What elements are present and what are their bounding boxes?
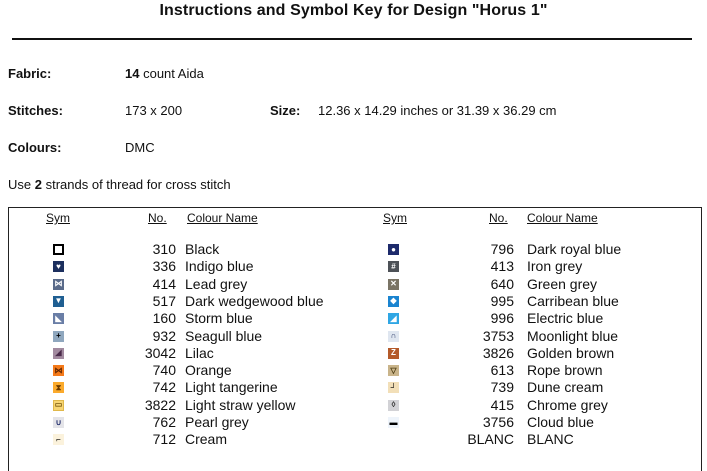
title-divider: [12, 38, 692, 40]
fabric-value: [125, 66, 204, 81]
dmc-number: 413: [490, 258, 514, 275]
diamond-icon: ◆: [388, 296, 399, 307]
colour-name: Golden brown: [527, 344, 615, 361]
hash-icon: #: [388, 261, 399, 272]
corner-icon: ┘: [388, 382, 399, 393]
colour-name: Dark royal blue: [527, 241, 622, 257]
key-row-right: [9, 293, 701, 310]
strands-prefix: Use: [8, 177, 32, 192]
hourglass-icon: ⧗: [53, 382, 64, 393]
colours-label: Colours:: [8, 140, 62, 155]
dmc-number: 796: [490, 241, 514, 257]
dmc-number: 310: [152, 241, 176, 257]
dmc-number: 740: [152, 362, 176, 379]
colour-name: Dark wedgewood blue: [185, 292, 324, 309]
cup-icon: ∪: [53, 417, 64, 428]
bowtie-icon: ⋈: [54, 365, 63, 375]
plus-icon: +: [53, 331, 64, 342]
colour-name: Cloud blue: [527, 414, 594, 430]
triangle-outline-icon: ▽: [388, 365, 399, 376]
triangle-corner-icon: ◢: [388, 313, 399, 324]
colour-name: Storm blue: [185, 310, 253, 327]
key-row-right: [9, 397, 701, 414]
key-row-right: [9, 276, 701, 293]
fabric-type: count Aida: [143, 66, 204, 81]
dmc-number: 3826: [482, 344, 514, 361]
dmc-number: 3042: [144, 344, 176, 361]
colour-name: Dune cream: [527, 379, 604, 396]
lozenge-icon: ◊: [388, 400, 399, 411]
header-name-right: Colour Name: [527, 211, 598, 225]
strands-suffix: strands of thread for cross stitch: [45, 177, 231, 192]
rectangle-icon: ▭: [54, 400, 63, 410]
header-name-left: Colour Name: [187, 211, 258, 225]
colour-name: Iron grey: [527, 258, 583, 275]
dmc-number: 932: [152, 327, 176, 344]
cross-icon: ✕: [388, 279, 399, 290]
dmc-number: 996: [490, 310, 514, 327]
corner-triangle-icon: ◣: [53, 313, 64, 324]
colour-name: Pearl grey: [185, 414, 249, 430]
corner-bracket-icon: ⌐: [53, 434, 64, 445]
dmc-number: 995: [490, 292, 514, 309]
strands-instruction: [8, 177, 231, 192]
colour-name: Light tangerine: [185, 379, 278, 396]
key-row-right: [9, 345, 701, 362]
size-value: 12.36 x 14.29 inches or 31.39 x 36.29 cm: [318, 103, 557, 118]
dmc-number: 762: [152, 414, 176, 430]
header-sym-left: Sym: [46, 211, 70, 225]
page-title: Instructions and Symbol Key for Design "Horus 1": [159, 2, 548, 19]
key-row-right: [9, 241, 701, 258]
colour-name: Orange: [185, 362, 232, 379]
colour-name: Electric blue: [527, 310, 604, 327]
stitches-value: 173 x 200: [125, 103, 183, 118]
dmc-number: 712: [152, 431, 176, 448]
dmc-number: 415: [490, 396, 514, 413]
circle-icon: ●: [388, 244, 399, 255]
key-row-right: [9, 328, 701, 345]
dmc-number: 742: [152, 379, 176, 396]
bowtie-icon: ⋈: [54, 279, 63, 289]
fabric-count: 14: [125, 66, 140, 81]
colour-name: Cream: [185, 431, 228, 448]
dmc-number: 336: [152, 258, 176, 275]
colour-name: Indigo blue: [185, 258, 254, 275]
colour-name: Seagull blue: [185, 327, 263, 344]
header-no-left: No.: [148, 211, 167, 225]
blank-icon: [388, 434, 399, 445]
heart-icon: ♥: [53, 261, 64, 272]
arch-icon: ∩: [388, 331, 399, 342]
symbol-key-table: [8, 207, 702, 471]
colour-name: BLANC: [527, 431, 574, 448]
key-row-right: [9, 379, 701, 396]
key-row-right: [9, 362, 701, 379]
dmc-number: 640: [490, 275, 514, 292]
dmc-number: BLANC: [467, 431, 514, 448]
bar-icon: ▬: [389, 417, 398, 427]
header-sym-right: Sym: [383, 211, 407, 225]
key-row-right: [9, 258, 701, 275]
colour-name: Lilac: [185, 344, 214, 361]
z-icon: Z: [388, 348, 399, 359]
dmc-number: 414: [152, 275, 176, 292]
colour-name: Moonlight blue: [527, 327, 619, 344]
colour-name: Green grey: [527, 275, 598, 292]
colours-value: DMC: [125, 140, 155, 155]
colour-name: Rope brown: [527, 362, 603, 379]
size-label: Size:: [270, 103, 301, 118]
header-no-right: No.: [489, 211, 508, 225]
colour-name: Light straw yellow: [185, 396, 296, 413]
dmc-number: 160: [152, 310, 176, 327]
dmc-number: 739: [490, 379, 514, 396]
stitches-label: Stitches:: [8, 103, 63, 118]
key-row-right: [9, 310, 701, 327]
strands-count: 2: [34, 177, 42, 192]
key-row-right: [9, 431, 701, 448]
dmc-number: 517: [152, 292, 176, 309]
colour-name: Chrome grey: [527, 396, 608, 413]
colour-name: Lead grey: [185, 275, 248, 292]
colour-name: Black: [185, 241, 220, 257]
dmc-number: 3756: [482, 414, 514, 430]
dmc-number: 3822: [144, 396, 176, 413]
fabric-label: Fabric:: [8, 66, 52, 81]
colour-name: Carribean blue: [527, 292, 619, 309]
dmc-number: 3753: [482, 327, 514, 344]
triangle-corner-icon: ◢: [53, 348, 64, 359]
triangle-down-icon: ▼: [54, 296, 63, 306]
key-row-right: [9, 414, 701, 431]
dmc-number: 613: [490, 362, 514, 379]
